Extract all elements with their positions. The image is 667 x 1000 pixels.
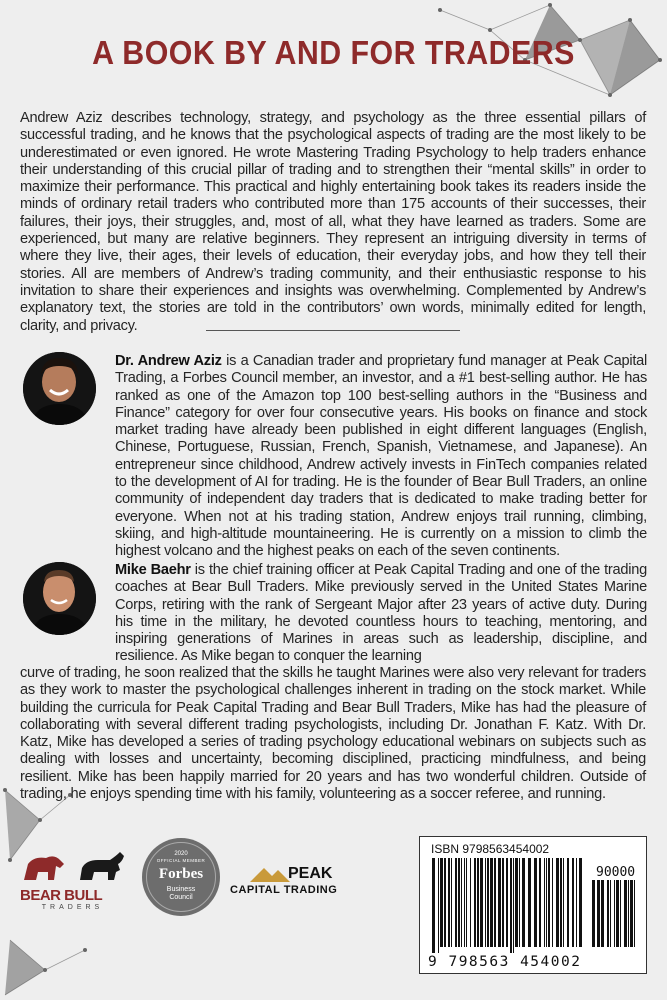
bear-bull-subtitle: TRADERS <box>41 904 104 911</box>
forbes-official-member: OFFICIAL MEMBER <box>156 858 206 863</box>
barcode-bar <box>432 858 435 953</box>
barcode-bar <box>567 858 569 947</box>
barcode-bar <box>610 880 611 947</box>
barcode-bar <box>513 858 514 953</box>
barcode-bar <box>506 858 508 947</box>
barcode-bar <box>438 858 439 953</box>
intro-paragraph: Andrew Aziz describes technology, strategy, and psychology as the three essential pillars of successful trading, and he knows that the psychological aspects of trading are the most likely to be underestimated or even ignored. He wrote Mastering Trading Psychology to help traders enhance their understanding of this crucial pillar of trading and to strengthen their “mental skills” in order to maximize their performance. This practical and highly entertaining book takes its readers inside the minds of ordinary retail traders who contributed more than 175 accounts of their successes, their failures, their joys, their struggles, and, most of all, what they have learned as traders. Some are experienced, but many are relative beginners. They represent an intriguing diversity in terms of where they live, their ages, their levels of education, their everyday jobs, and how they tell their stories. All are members of Andrew’s trading community, and their enthusiastic response to his invitation to share their experiences and insights was overwhelming. Complemented by Andrew’s explanatory text, the stories are told in the contributors’ own words, minimally edited for length, clarity, and privacy. <box>20 110 646 334</box>
barcode-bar <box>576 858 577 947</box>
barcode-bar <box>466 858 467 947</box>
barcode-bar <box>477 858 479 947</box>
barcode-bar <box>548 858 550 947</box>
barcode-bar <box>470 858 471 947</box>
barcode-bar <box>474 858 476 947</box>
barcode-bar <box>579 858 582 947</box>
bear-bull-traders-logo <box>20 850 130 910</box>
barcode-bar <box>494 858 496 947</box>
author-name-mike-baehr: Mike Baehr <box>115 562 191 578</box>
bear-bull-icon <box>20 850 130 884</box>
barcode-bar <box>601 880 604 947</box>
barcode-bar <box>510 858 512 953</box>
author-bio-text: is the chief training officer at Peak Capital Trading and one of the trading coaches at Bear Bull Traders. Mike previously served in the United States Marine Corps, retiring with the rank of Sergeant Major after 23 years of active duty. During his time in the military, he devoted countless hours to teaching, mentoring, and inspiring generations of Marines in areas such as leadership, discipline, and resilience. As Mike began to conquer the learning <box>115 562 647 665</box>
author-photo-mike-baehr <box>23 562 96 635</box>
barcode-bar <box>534 858 537 947</box>
barcode-bar <box>546 858 547 947</box>
author-bio-mike-baehr <box>115 562 647 666</box>
barcode-bar <box>448 858 450 947</box>
author-name-andrew-aziz: Dr. Andrew Aziz <box>115 353 222 369</box>
barcode-bar <box>539 858 541 947</box>
forbes-council-text: Business Council <box>166 886 196 901</box>
barcode-bar <box>624 880 627 947</box>
peak-subtitle: CAPITAL TRADING <box>230 884 338 896</box>
barcode-bar <box>597 880 600 947</box>
barcode-bar <box>464 858 465 947</box>
section-divider <box>206 330 460 331</box>
barcode-bar <box>522 858 525 947</box>
isbn-label: ISBN 9798563454002 <box>431 842 550 856</box>
barcode-bar <box>544 858 545 947</box>
barcode-bar <box>490 858 493 947</box>
barcode-bar <box>630 880 633 947</box>
author-photo-andrew-aziz <box>23 352 96 425</box>
author-bio-text: is a Canadian trader and proprietary fund manager at Peak Capital Trading, a Forbes Council member, an investor, and a #1 best-selling author. He has ranked as one of the Amazon top 100 best-selling authors in the “Business and Finance” category for over four consecutive years. His books on finance and stock market trading have already been published in eight different languages (English, Chinese, Portuguese, Russian, French, Spanish, Vietnamese, and Japanese). An entrepreneur since childhood, Andrew actively invests in FinTech companies related to the development of AI for trading. He is the founder of Bear Bull Traders, an online community of independent day traders that is dedicated to make trading better for everyone. When not at his trading station, Andrew enjoys trail running, climbing, skiing, and high-altitude mountaineering. He is currently on a mission to climb the highest volcano and the highest peaks on each of the seven continents. <box>115 353 647 560</box>
forbes-year: 2020 <box>174 851 188 857</box>
barcode-bar <box>458 858 460 947</box>
barcode-bar <box>616 880 619 947</box>
barcode-bar <box>560 858 562 947</box>
barcode-bar <box>563 858 564 947</box>
barcode-bar <box>444 858 446 947</box>
price-barcode-bars <box>592 880 638 953</box>
barcode-bar <box>572 858 574 947</box>
forbes-name: Forbes <box>158 866 204 882</box>
barcode-bar <box>485 858 486 947</box>
barcode-bar <box>502 858 504 947</box>
barcode-bar <box>480 858 483 947</box>
barcode-bar <box>515 858 518 947</box>
barcode-bar <box>552 858 553 947</box>
peak-capital-trading-logo <box>230 862 375 902</box>
barcode-bar <box>461 858 462 947</box>
barcode-bar <box>607 880 609 947</box>
barcode-bar <box>628 880 629 947</box>
forbes-council-badge <box>142 838 220 916</box>
barcode-bar <box>634 880 635 947</box>
barcode-bar <box>620 880 621 947</box>
author-bio-andrew-aziz <box>115 353 647 561</box>
barcode-bar <box>487 858 489 947</box>
mountain-peak-icon <box>250 864 290 882</box>
barcode-bar <box>528 858 531 947</box>
page-title: A BOOK BY AND FOR TRADERS <box>92 34 575 71</box>
isbn-number: 9 798563 454002 <box>428 954 582 970</box>
author-bio-mike-baehr-continued: curve of trading, he soon realized that the skills he taught Marines were also very relevant for traders as they work to master the psychological challenges inherent in trading on the stock market. While building the curricula for Peak Capital Trading and Bear Bull Traders, Mike has had the pleasure of collaborating with several different trading psychologists, including Dr. Jonathan F. Katz. With Dr. Katz, Mike has developed a series of trading psychology educational webinars on subjects such as dealing with losses and uncertainty, becoming disciplined, practicing mindfulness, and being resilient. Mike has been happily married for 20 years and has two wonderful children. Outside of trading, he enjoys spending time with his family, volunteering as a soccer referee, and running. <box>20 665 646 803</box>
barcode-bar <box>498 858 501 947</box>
barcode-bar <box>451 858 452 947</box>
barcode-bar <box>592 880 595 947</box>
barcode-bar <box>614 880 615 947</box>
price-code: 90000 <box>596 865 636 880</box>
barcode-bar <box>519 858 520 947</box>
bear-bull-name: BEAR BULL <box>20 887 103 904</box>
barcode-bar <box>455 858 457 947</box>
barcode-bar <box>556 858 559 947</box>
barcode-bars <box>432 858 582 953</box>
barcode-bar <box>440 858 443 947</box>
peak-name: PEAK <box>288 865 333 882</box>
